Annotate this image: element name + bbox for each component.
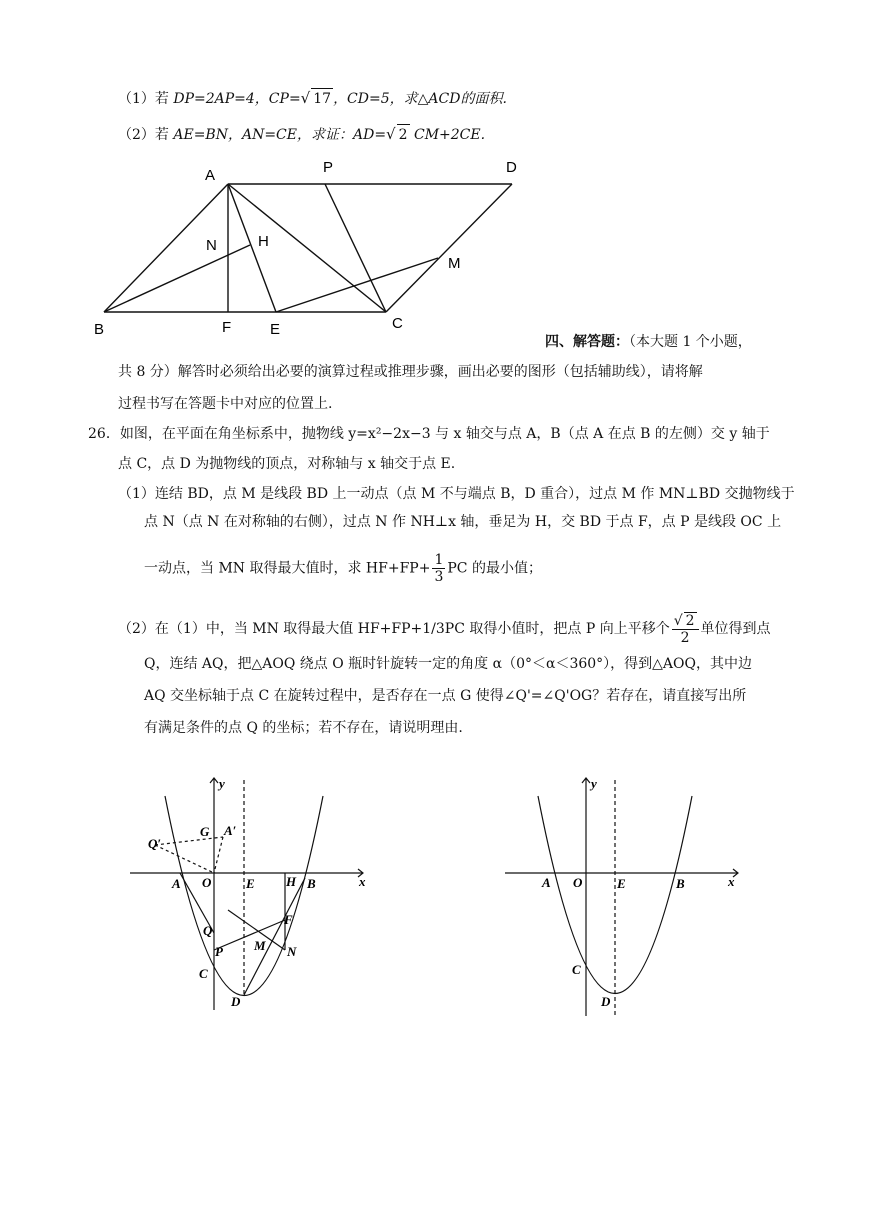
section-4-instructions: 共 8 分）解答时必须给出必要的演算过程或推理步骤，画出必要的图形（包括辅助线），请将解 bbox=[118, 364, 703, 380]
q26-part1-line1: （1）连结 BD，点 M 是线段 BD 上一动点（点 M 不与端点 B，D 重合），过点 M 作 MN⊥BD 交抛物线于 bbox=[118, 486, 795, 502]
section-4-title: 四、解答题： bbox=[545, 334, 629, 350]
segment-DC bbox=[386, 184, 512, 312]
q26-part2-line1 bbox=[118, 612, 771, 646]
section-4-instructions-end: 过程书写在答题卡中对应的位置上. bbox=[118, 396, 333, 412]
label-D: D bbox=[601, 994, 611, 1009]
label-E: E bbox=[246, 876, 255, 891]
q26-part2-line4: 有满足条件的点 Q 的坐标；若不存在，请说明理由. bbox=[144, 720, 463, 736]
label-P: P bbox=[323, 159, 334, 176]
q26-part1-ask: 一动点，当 MN 取得最大值时，求 HF+FP+ bbox=[144, 560, 431, 577]
fraction-numerator: √ 2 bbox=[672, 612, 699, 630]
label-P: P bbox=[215, 944, 223, 959]
segment-AprimeO bbox=[214, 837, 223, 873]
label-C: C bbox=[392, 315, 403, 332]
q25-part1-radicand: 17 bbox=[311, 88, 333, 109]
fraction-one-third bbox=[432, 552, 445, 585]
label-A-prime: A′ bbox=[224, 823, 237, 838]
label-D: D bbox=[506, 159, 517, 176]
label-G: G bbox=[200, 824, 210, 839]
segment-DB bbox=[244, 878, 305, 995]
label-y: y bbox=[591, 776, 597, 791]
q26-part2-line3: AQ 交坐标轴于点 C 在旋转过程中，是否存在一点 G 使得∠Q'=∠Q'OG？若存在，请直接写出所 bbox=[144, 688, 747, 704]
label-B: B bbox=[307, 876, 316, 891]
q26-intro-text1: 如图，在平面在角坐标系中，抛物线 y=x²−2x−3 与 x 轴交与点 A，B（点 A 在点 B 的左侧）交 y 轴于 bbox=[119, 426, 770, 442]
label-H: H bbox=[258, 233, 269, 250]
label-B: B bbox=[676, 876, 685, 891]
q25-part2-given: AE=BN，AN=CE，求证：AD= bbox=[173, 127, 387, 143]
label-H: H bbox=[286, 874, 297, 889]
label-O: O bbox=[202, 875, 212, 890]
label-E: E bbox=[270, 321, 281, 338]
q25-part1-given: DP=2AP=4，CP= bbox=[173, 91, 301, 107]
q25-part2: （2）若 AE=BN，AN=CE，求证：AD=√ 2 CM+2CE. bbox=[118, 125, 486, 143]
label-E: E bbox=[617, 876, 626, 891]
sqrt-radicand: 2 bbox=[685, 613, 695, 629]
q26-part1-line2: 点 N（点 N 在对称轴的右侧），过点 N 作 NH⊥x 轴，垂足为 H，交 BD 于点 F，点 P 是线段 OC 上 bbox=[144, 514, 782, 530]
label-N: N bbox=[287, 944, 297, 959]
q26-intro-line1 bbox=[88, 424, 770, 444]
fraction-denominator: 3 bbox=[434, 569, 444, 585]
section-4-meta: （本大题 1 个小题， bbox=[629, 334, 752, 350]
parabola-figure-blank bbox=[500, 770, 755, 1025]
label-F: F bbox=[222, 319, 232, 336]
q25-part1-ask: ，CD=5，求△ACD的面积. bbox=[333, 91, 507, 107]
parallelogram-figure bbox=[80, 150, 540, 340]
fraction-numerator: 1 bbox=[434, 552, 444, 568]
q26-part2-line2: Q，连结 AQ，把△AOQ 绕点 O 瓶时针旋转一定的角度 α（0°＜α＜360°），得到△AOQ，其中边 bbox=[144, 656, 752, 672]
q25-part1-prefix: （1）若 bbox=[118, 91, 174, 107]
label-Q: Q bbox=[203, 923, 213, 938]
label-Q-prime: Q′ bbox=[148, 836, 162, 851]
label-C: C bbox=[572, 962, 581, 977]
q25-part2-prefix: （2）若 bbox=[118, 127, 174, 143]
label-D: D bbox=[231, 994, 241, 1009]
segment-QprimeAprime bbox=[155, 837, 223, 845]
label-F: F bbox=[284, 912, 293, 927]
fraction-denominator: 2 bbox=[680, 630, 690, 646]
label-C: C bbox=[199, 966, 208, 981]
parabola-figure-main bbox=[125, 770, 380, 1020]
label-N: N bbox=[206, 237, 217, 254]
label-B: B bbox=[94, 321, 105, 338]
label-A: A bbox=[542, 875, 551, 890]
label-x: x bbox=[728, 874, 735, 889]
segment-OQprime bbox=[155, 845, 214, 873]
label-x: x bbox=[359, 874, 366, 889]
label-A: A bbox=[205, 167, 216, 184]
label-O: O bbox=[573, 875, 583, 890]
q26-intro-line2: 点 C，点 D 为抛物线的顶点，对称轴与 x 轴交于点 E. bbox=[118, 456, 456, 472]
label-A: A bbox=[172, 876, 181, 891]
q26-number: 26． bbox=[88, 426, 120, 442]
label-M: M bbox=[448, 255, 461, 272]
label-M: M bbox=[254, 938, 266, 953]
segment-EM bbox=[276, 258, 438, 312]
q25-part2-tail: CM+2CE. bbox=[409, 127, 486, 143]
q26-part2-text-end: 单位得到点 bbox=[700, 621, 771, 637]
q26-part1-ask-end: PC 的最小值； bbox=[447, 560, 542, 577]
fraction-sqrt2-over-2 bbox=[672, 612, 699, 646]
q26-part1-line3 bbox=[144, 552, 542, 585]
label-y: y bbox=[219, 776, 225, 791]
q25-part2-radicand: 2 bbox=[397, 124, 410, 145]
q26-part2-text: （2）在（1）中，当 MN 取得最大值 HF+FP+1/3PC 取得小值时，把点 P 向上平移个 bbox=[118, 621, 670, 637]
q25-part1: （1）若 DP=2AP=4，CP=√ 17 ，CD=5，求△ACD的面积. bbox=[118, 89, 507, 107]
section-4-heading bbox=[545, 332, 752, 352]
